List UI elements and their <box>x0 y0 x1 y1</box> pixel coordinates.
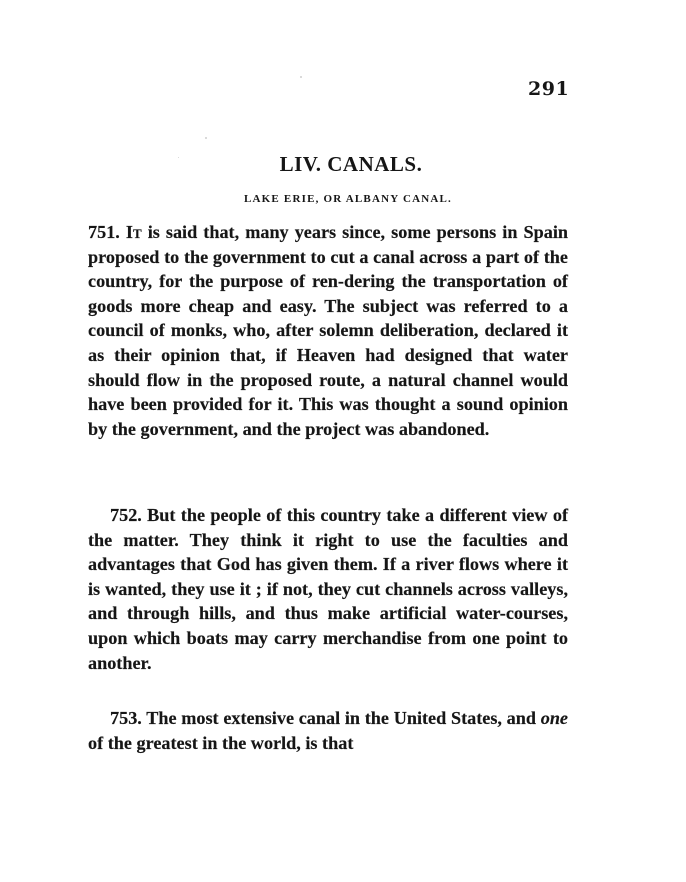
paragraph-number: 751. <box>88 222 120 242</box>
paragraph-753 <box>88 706 568 755</box>
paper-speck <box>300 76 302 78</box>
paragraph-text: is said that, many years since, some persons in Spain proposed to the government to cut a canal across a part of the country, for the purpose of ren-dering the transportation of goods more cheap and easy. The subject was referred to a council of monks, who, after solemn deliberation, declared it as their opinion that, if Heaven had designed that water should flow in the proposed route, a natural channel would have been provided for it. This was thought a sound opinion by the government, and the project was abandoned. <box>88 222 568 439</box>
paragraph-text-end: of the greatest in the world, is that <box>88 732 354 753</box>
paper-speck <box>205 137 207 139</box>
italic-word: one <box>540 708 568 728</box>
paragraph-number: 753. <box>110 708 142 728</box>
paragraph-text: The most extensive canal in the United States, and <box>141 708 541 728</box>
paragraph-752 <box>88 503 568 675</box>
chapter-title: LIV. CANALS. <box>279 152 423 176</box>
paragraph-751 <box>88 220 568 441</box>
paper-speck <box>178 157 179 158</box>
section-title: LAKE ERIE, OR ALBANY CANAL. <box>243 193 453 205</box>
paragraph-number: 752. <box>110 505 142 525</box>
page-number: 291 <box>528 78 570 100</box>
drop-word: It <box>125 222 142 242</box>
paragraph-text: But the people of this country take a different view of the matter. They think it right to use the faculties and advantages that God has given them. If a river flows where it is wanted, they use it ; if not, they cut channels across valleys, and through hills, and thus make artificial water-courses, upon which boats may carry merchandise from one point to another. <box>88 505 568 673</box>
